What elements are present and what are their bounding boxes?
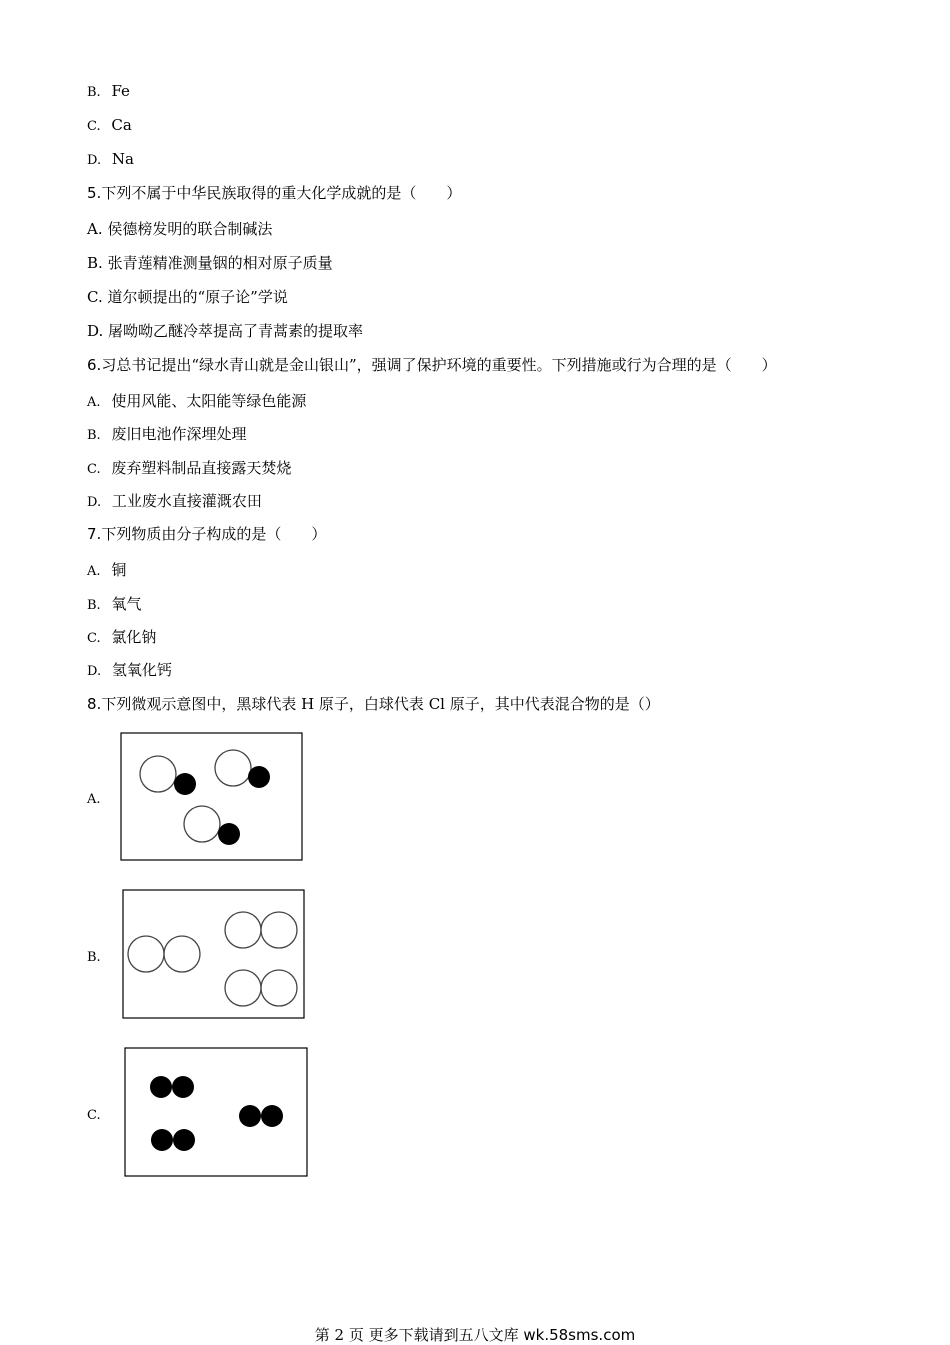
h-atom xyxy=(261,1105,283,1127)
cl-atom xyxy=(261,912,297,948)
option-text: 屠呦呦乙醚冷萃提高了青蒿素的提取率 xyxy=(108,322,364,340)
option-letter: C. xyxy=(87,462,101,477)
page-footer xyxy=(0,1324,950,1345)
question-text: 下列不属于中华民族取得的重大化学成就的是（ ） xyxy=(101,184,462,202)
question-number: 7. xyxy=(87,525,102,543)
option-letter: B. xyxy=(87,598,101,613)
option-letter: D. xyxy=(87,664,102,679)
cl-atom xyxy=(128,936,164,972)
q8-figure-b-label: B. xyxy=(87,950,101,965)
option-letter: B. xyxy=(87,85,101,100)
q6-option-d xyxy=(87,491,262,513)
q5-option-c xyxy=(87,287,288,307)
q4-option-c xyxy=(87,115,132,137)
q6-option-b xyxy=(87,424,246,446)
option-text: 铜 xyxy=(111,561,127,579)
option-text: 废弃塑料制品直接露天焚烧 xyxy=(111,459,292,477)
footer-link[interactable]: wk.58sms.com xyxy=(523,1326,636,1344)
q4-option-d xyxy=(87,149,134,171)
h-atom xyxy=(151,1129,173,1151)
h-atom xyxy=(150,1076,172,1098)
option-letter: C. xyxy=(87,631,101,646)
cl-atom xyxy=(184,806,220,842)
q7-option-b xyxy=(87,594,141,616)
question-number: 6. xyxy=(87,356,102,374)
option-text: 废旧电池作深埋处理 xyxy=(111,425,247,443)
figure-frame xyxy=(121,733,302,860)
option-text: Fe xyxy=(111,82,130,100)
h-atom xyxy=(174,773,196,795)
q5-option-a xyxy=(87,219,272,239)
option-text: 道尔顿提出的“原子论”学说 xyxy=(107,288,288,306)
cl-atom xyxy=(164,936,200,972)
q6-stem xyxy=(87,355,777,375)
q5-stem xyxy=(87,183,461,203)
cl-atom xyxy=(225,970,261,1006)
option-letter: A. xyxy=(87,564,101,579)
question-text: 下列物质由分子构成的是（ ） xyxy=(101,525,327,543)
option-letter: B. xyxy=(87,254,103,272)
q8-figure-c xyxy=(124,1047,309,1178)
q7-option-a xyxy=(87,560,126,582)
q4-option-b xyxy=(87,81,130,103)
option-letter: D. xyxy=(87,495,102,510)
footer-text: 第 2 页 更多下载请到五八文库 xyxy=(314,1326,524,1344)
question-text: 习总书记提出“绿水青山就是金山银山”，强调了保护环境的重要性。下列措施或行为合理的是（ ） xyxy=(101,356,777,374)
cl-atom xyxy=(215,750,251,786)
cl-atom xyxy=(261,970,297,1006)
option-letter: B. xyxy=(87,428,101,443)
cl-atom xyxy=(225,912,261,948)
question-number: 5. xyxy=(87,184,102,202)
q5-option-b xyxy=(87,253,333,273)
option-letter: A. xyxy=(87,220,103,238)
question-text: 下列微观示意图中，黑球代表 H 原子，白球代表 Cl 原子，其中代表混合物的是（） xyxy=(101,695,660,713)
q7-option-d xyxy=(87,660,172,682)
option-text: 张青莲精准测量铟的相对原子质量 xyxy=(107,254,333,272)
h-atom xyxy=(173,1129,195,1151)
option-letter: C. xyxy=(87,119,101,134)
option-text: 工业废水直接灌溉农田 xyxy=(111,492,262,510)
h-atom xyxy=(239,1105,261,1127)
option-text: 侯德榜发明的联合制碱法 xyxy=(107,220,273,238)
option-text: 氯化钠 xyxy=(111,628,157,646)
h-atom xyxy=(172,1076,194,1098)
q8-figure-c-label: C. xyxy=(87,1108,101,1123)
question-number: 8. xyxy=(87,695,102,713)
cl-atom xyxy=(140,756,176,792)
option-letter: D. xyxy=(87,322,104,340)
option-text: Na xyxy=(111,150,134,168)
q6-option-c xyxy=(87,458,291,480)
option-text: Ca xyxy=(111,116,132,134)
q8-figure-a xyxy=(120,732,304,862)
option-text: 氧气 xyxy=(111,595,142,613)
q5-option-d xyxy=(87,321,363,341)
q8-figure-a-label: A. xyxy=(87,792,101,807)
q7-stem xyxy=(87,524,326,544)
q8-figure-b xyxy=(122,889,306,1020)
option-letter: A. xyxy=(87,395,101,410)
option-letter: D. xyxy=(87,153,102,168)
option-letter: C. xyxy=(87,288,103,306)
q6-option-a xyxy=(87,391,306,413)
option-text: 氢氧化钙 xyxy=(111,661,172,679)
option-text: 使用风能、太阳能等绿色能源 xyxy=(111,392,307,410)
h-atom xyxy=(218,823,240,845)
q8-stem xyxy=(87,694,660,714)
q7-option-c xyxy=(87,627,156,649)
h-atom xyxy=(248,766,270,788)
